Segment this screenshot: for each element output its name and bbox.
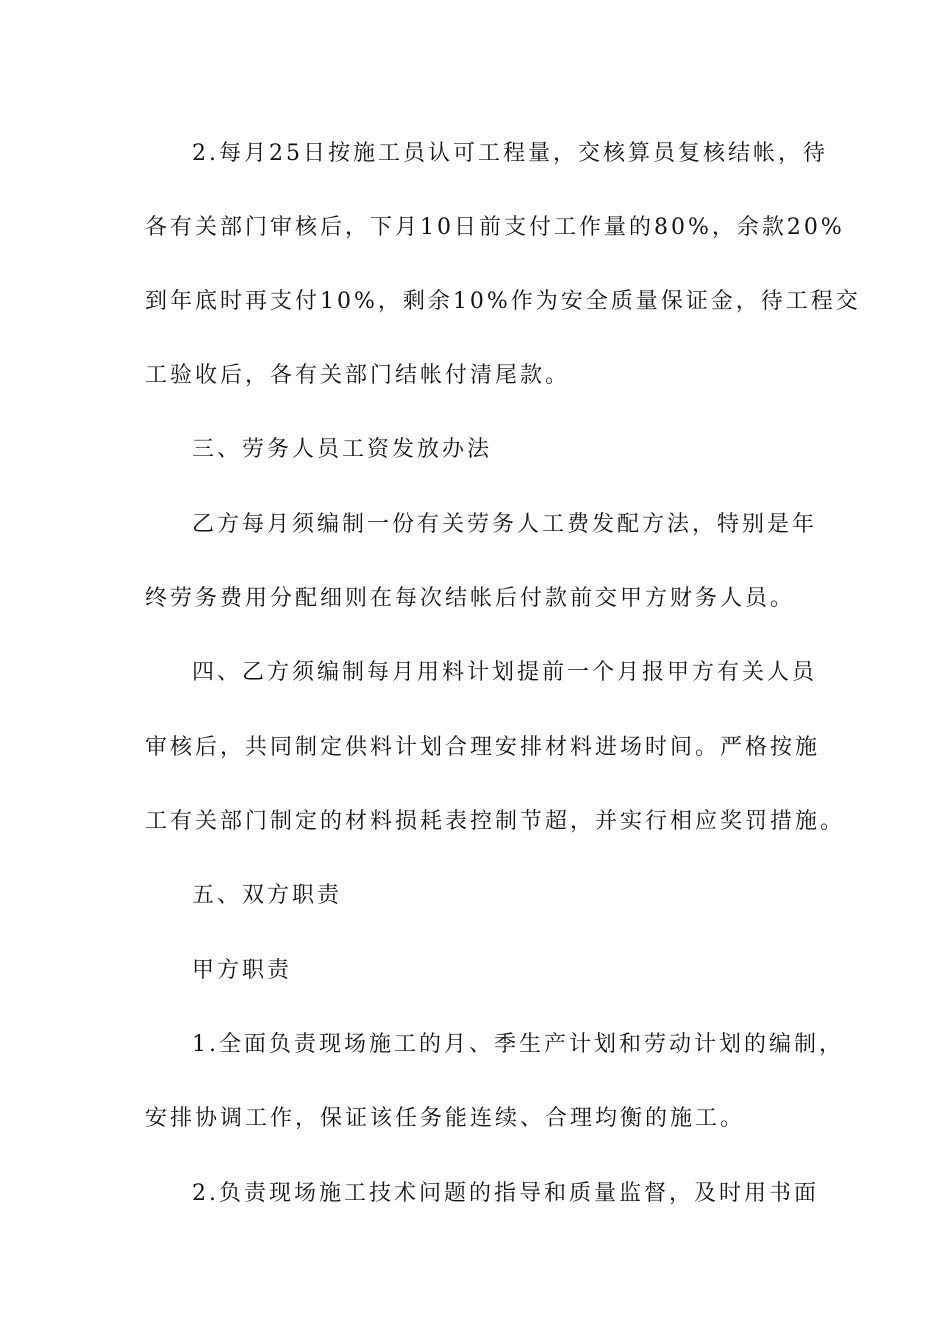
paragraph-line: 审核后，共同制定供料计划合理安排材料进场时间。严格按施 <box>145 735 821 760</box>
paragraph-line: 乙方每月须编制一份有关劳务人工费发配方法，特别是年 <box>192 512 818 537</box>
paragraph-line: 2.每月25日按施工员认可工程量，交核算员复核结帐，待 <box>192 141 828 166</box>
paragraph-line: 1.全面负责现场施工的月、季生产计划和劳动计划的编制， <box>192 1032 844 1057</box>
paragraph-line: 各有关部门审核后，下月10日前支付工作量的80%，余款20% <box>145 215 845 240</box>
paragraph-line: 安排协调工作，保证该任务能连续、合理均衡的施工。 <box>145 1106 746 1131</box>
paragraph-line: 2.负责现场施工技术问题的指导和质量监督，及时用书面 <box>192 1181 819 1206</box>
section-heading: 四、乙方须编制每月用料计划提前一个月报甲方有关人员 <box>192 660 818 685</box>
paragraph-line: 终劳务费用分配细则在每次结帐后付款前交甲方财务人员。 <box>145 586 796 611</box>
paragraph-line: 工验收后，各有关部门结帐付清尾款。 <box>145 363 571 388</box>
section-heading: 五、双方职责 <box>192 883 343 908</box>
paragraph-line: 到年底时再支付10%，剩余10%作为安全质量保证金，待工程交 <box>145 289 861 314</box>
subsection-heading: 甲方职责 <box>192 958 293 983</box>
paragraph-line: 工有关部门制定的材料损耗表控制节超，并实行相应奖罚措施。 <box>145 809 846 834</box>
section-heading: 三、劳务人员工资发放办法 <box>192 437 493 462</box>
